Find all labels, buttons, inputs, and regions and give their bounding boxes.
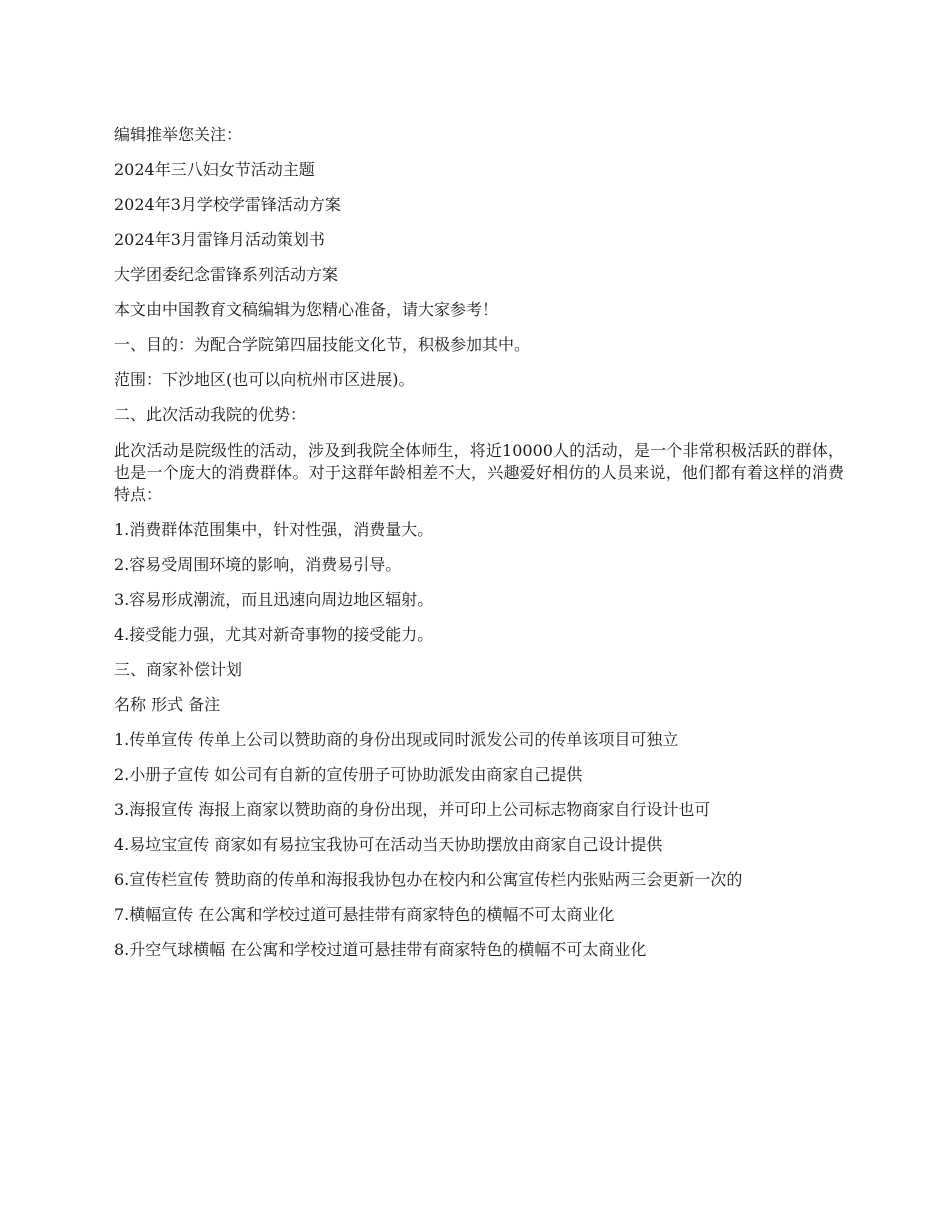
section-advantages: 二、此次活动我院的优势： <box>114 405 307 424</box>
recommend-link-school-leifeng-plan[interactable]: 2024年3月学校学雷锋活动方案 <box>114 195 341 214</box>
section-purpose: 一、目的：为配合学院第四届技能文化节，积极参加其中。 <box>114 335 531 354</box>
plan-row: 4.易垃宝宣传 商家如有易拉宝我协可在活动当天协助摆放由商家自己设计提供 <box>114 835 663 854</box>
plan-row: 7.横幅宣传 在公寓和学校过道可悬挂带有商家特色的横幅不可太商业化 <box>114 905 615 924</box>
list-item: 2.容易受周围环境的影响，消费易引导。 <box>114 555 402 574</box>
recommend-link-youth-league-plan[interactable]: 大学团委纪念雷锋系列活动方案 <box>114 265 339 284</box>
plan-row: 8.升空气球横幅 在公寓和学校过道可悬挂带有商家特色的横幅不可太商业化 <box>114 940 647 959</box>
editor-note: 本文由中国教育文稿编辑为您精心准备，请大家参考！ <box>114 300 499 319</box>
plan-row: 2.小册子宣传 如公司有自新的宣传册子可协助派发由商家自己提供 <box>114 765 583 784</box>
list-item: 3.容易形成潮流，而且迅速向周边地区辐射。 <box>114 590 434 609</box>
list-item: 1.消费群体范围集中，针对性强，消费量大。 <box>114 520 434 539</box>
plan-row: 1.传单宣传 传单上公司以赞助商的身份出现或同时派发公司的传单该项目可独立 <box>114 730 679 749</box>
plan-row: 6.宣传栏宣传 赞助商的传单和海报我协包办在校内和公寓宣传栏内张贴两三会更新一次的 <box>114 870 743 889</box>
scope-paragraph: 范围：下沙地区(也可以向杭州市区进展)。 <box>114 370 415 389</box>
document-body <box>114 125 844 975</box>
plan-table-header: 名称 形式 备注 <box>114 695 221 714</box>
recommend-link-womens-day-theme[interactable]: 2024年三八妇女节活动主题 <box>114 160 315 179</box>
advantages-paragraph: 此次活动是院级性的活动，涉及到我院全体师生，将近10000人的活动，是一个非常积极活跃的群体，也是一个庞大的消费群体。对于这群年龄相差不大，兴趣爱好相仿的人员来说，他们都有着这样的消费特点： <box>114 441 844 504</box>
recommend-link-leifeng-month-plan[interactable]: 2024年3月雷锋月活动策划书 <box>114 230 325 249</box>
plan-row: 3.海报宣传 海报上商家以赞助商的身份出现，并可印上公司标志物商家自行设计也可 <box>114 800 711 819</box>
list-item: 4.接受能力强，尤其对新奇事物的接受能力。 <box>114 625 434 644</box>
recommend-heading: 编辑推举您关注： <box>114 125 243 144</box>
section-compensation-plan: 三、商家补偿计划 <box>114 660 243 679</box>
